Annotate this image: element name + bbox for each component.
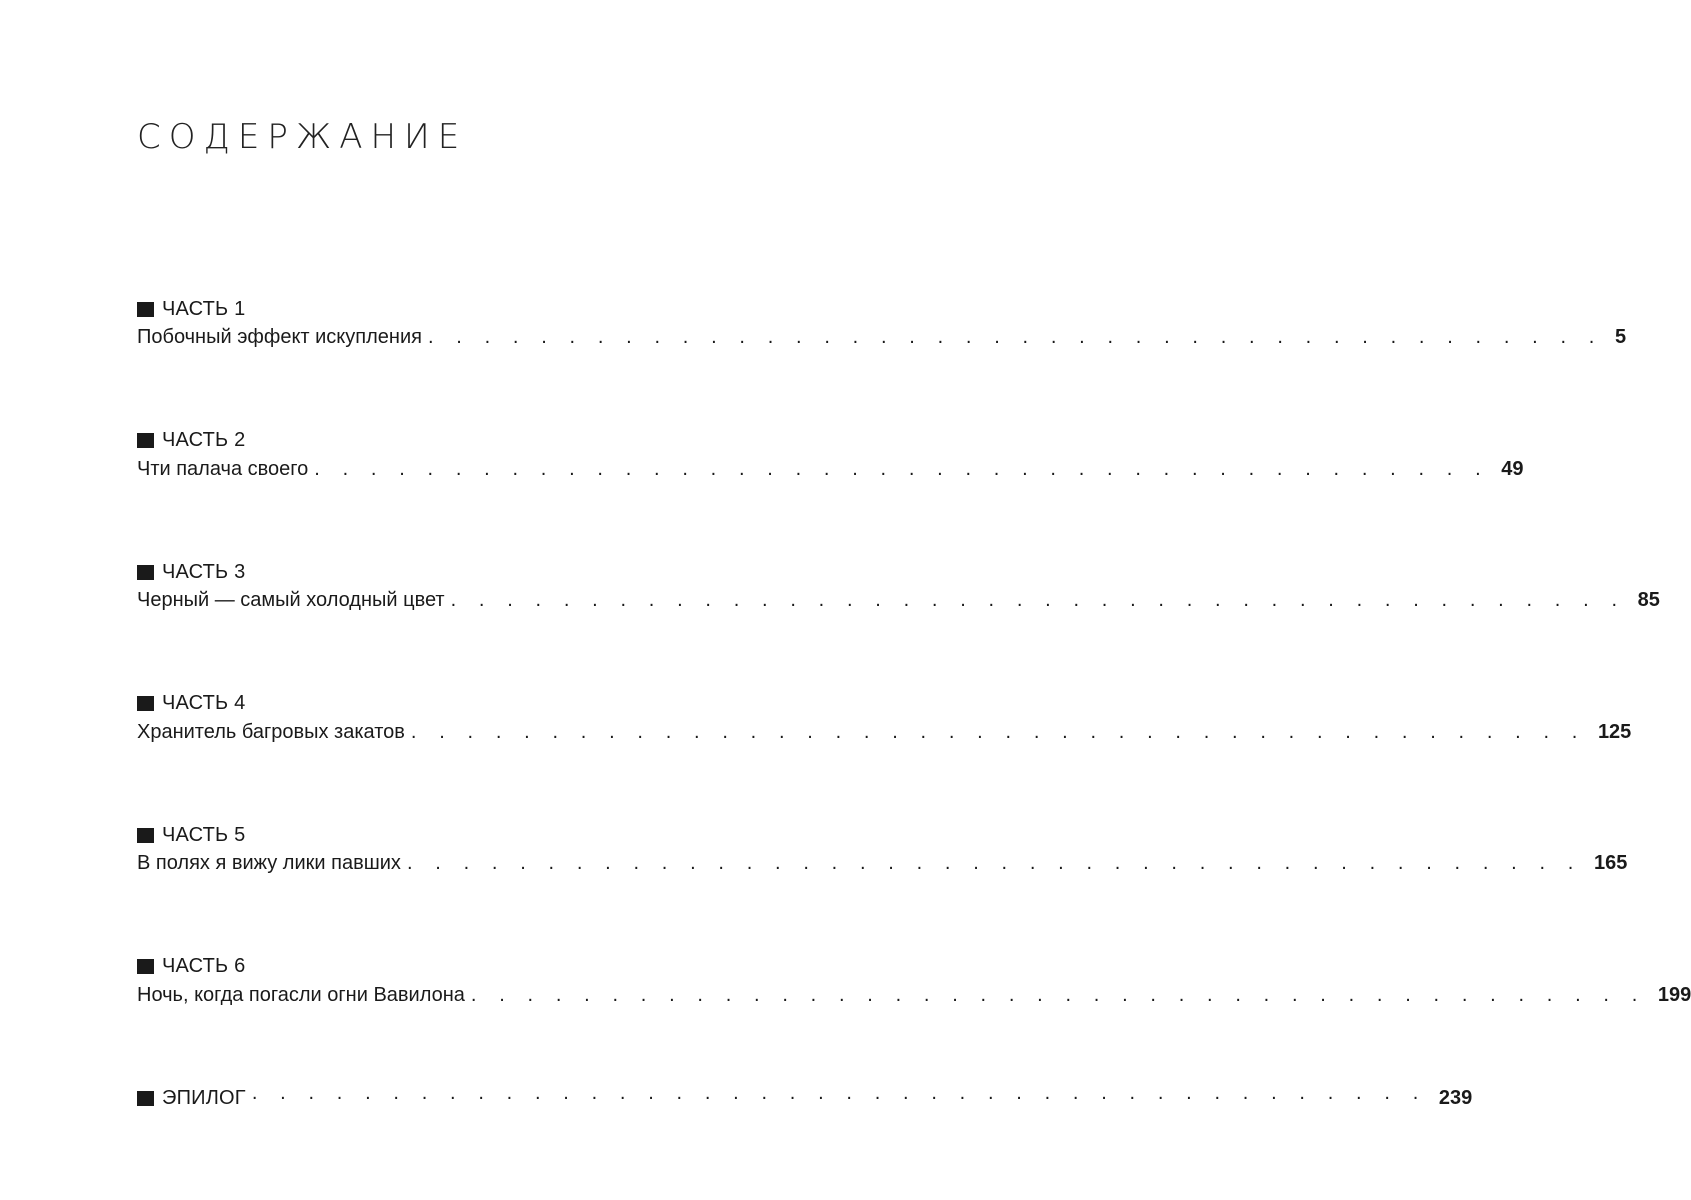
entry-title: Хранитель багровых закатов xyxy=(137,720,405,743)
table-of-contents xyxy=(137,292,1691,1116)
entry-title: Ночь, когда погасли огни Вавилона xyxy=(137,983,465,1006)
square-bullet-icon xyxy=(137,696,154,711)
toc-entry-link[interactable] xyxy=(137,589,1660,623)
toc-epilog-link[interactable] xyxy=(137,1081,1473,1116)
dot-leader: . . . . . . . . . . . . . . . . . . . . . . . . . . . . . . . . . . . . . . . . . . xyxy=(251,1081,1427,1104)
toc-entry-link[interactable] xyxy=(137,326,1627,360)
entry-title: Побочный эффект искупления xyxy=(137,326,422,348)
toc-entry-link[interactable] xyxy=(137,457,1524,492)
square-bullet-icon xyxy=(137,959,154,974)
part-label: ЧАСТЬ 4 xyxy=(162,692,246,715)
dot-leader: . . . . . . . . . . . . . . . . . . . . . . . . . . . . . . . . . . . . . . . . . . xyxy=(450,589,1626,612)
page-number: 199 xyxy=(1657,983,1691,1006)
part-heading xyxy=(137,292,760,326)
entry-title: Чти палача своего xyxy=(137,457,309,480)
page-number: 165 xyxy=(1593,852,1628,875)
part-heading xyxy=(137,950,760,984)
toc-entry-link[interactable] xyxy=(137,852,1628,886)
part-heading xyxy=(137,555,760,589)
dot-leader: . . . . . . . . . . . . . . . . . . . . . . . . . . . . . . . . . . . . . . . . . . xyxy=(427,326,1603,348)
page-number: 49 xyxy=(1501,457,1524,480)
part-heading xyxy=(137,818,760,852)
dot-leader: . . . . . . . . . . . . . . . . . . . . . . . . . . . . . . . . . . . . . . . . . . xyxy=(314,457,1490,480)
toc-entry-link[interactable] xyxy=(137,720,1632,755)
page-title: СОДЕРЖАНИЕ xyxy=(137,117,468,157)
part-label: ЧАСТЬ 1 xyxy=(162,297,246,320)
part-heading xyxy=(137,424,760,458)
toc-entry-link[interactable] xyxy=(137,983,1691,1018)
toc-part-5 xyxy=(137,818,1628,950)
part-label: ЧАСТЬ 6 xyxy=(162,955,246,978)
square-bullet-icon xyxy=(137,828,154,843)
square-bullet-icon xyxy=(137,302,154,317)
part-label: ЧАСТЬ 3 xyxy=(162,560,246,583)
dot-leader: . . . . . . . . . . . . . . . . . . . . . . . . . . . . . . . . . . . . . . . . . . xyxy=(470,983,1646,1006)
square-bullet-icon xyxy=(137,565,154,580)
dot-leader: . . . . . . . . . . . . . . . . . . . . . . . . . . . . . . . . . . . . . . . . . . xyxy=(406,852,1582,875)
square-bullet-icon xyxy=(137,433,154,448)
toc-part-4 xyxy=(137,687,1632,819)
page-number: 125 xyxy=(1597,720,1632,743)
dot-leader: . . . . . . . . . . . . . . . . . . . . . . . . . . . . . . . . . . . . . . . . . . xyxy=(410,720,1586,743)
square-bullet-icon xyxy=(137,1091,154,1106)
part-label: ЧАСТЬ 5 xyxy=(162,823,246,846)
entry-title: В полях я вижу лики павших xyxy=(137,852,401,875)
page-number: 239 xyxy=(1438,1087,1473,1110)
toc-part-6 xyxy=(137,950,1691,1082)
toc-part-3 xyxy=(137,555,1660,687)
toc-part-1 xyxy=(137,292,1627,424)
toc-part-2 xyxy=(137,424,1524,556)
entry-title: Черный — самый холодный цвет xyxy=(137,589,445,612)
part-heading xyxy=(137,687,760,721)
page-number: 5 xyxy=(1614,326,1627,348)
page-number: 85 xyxy=(1637,589,1660,612)
epilog-label: ЭПИЛОГ xyxy=(162,1087,246,1110)
part-label: ЧАСТЬ 2 xyxy=(162,429,246,452)
